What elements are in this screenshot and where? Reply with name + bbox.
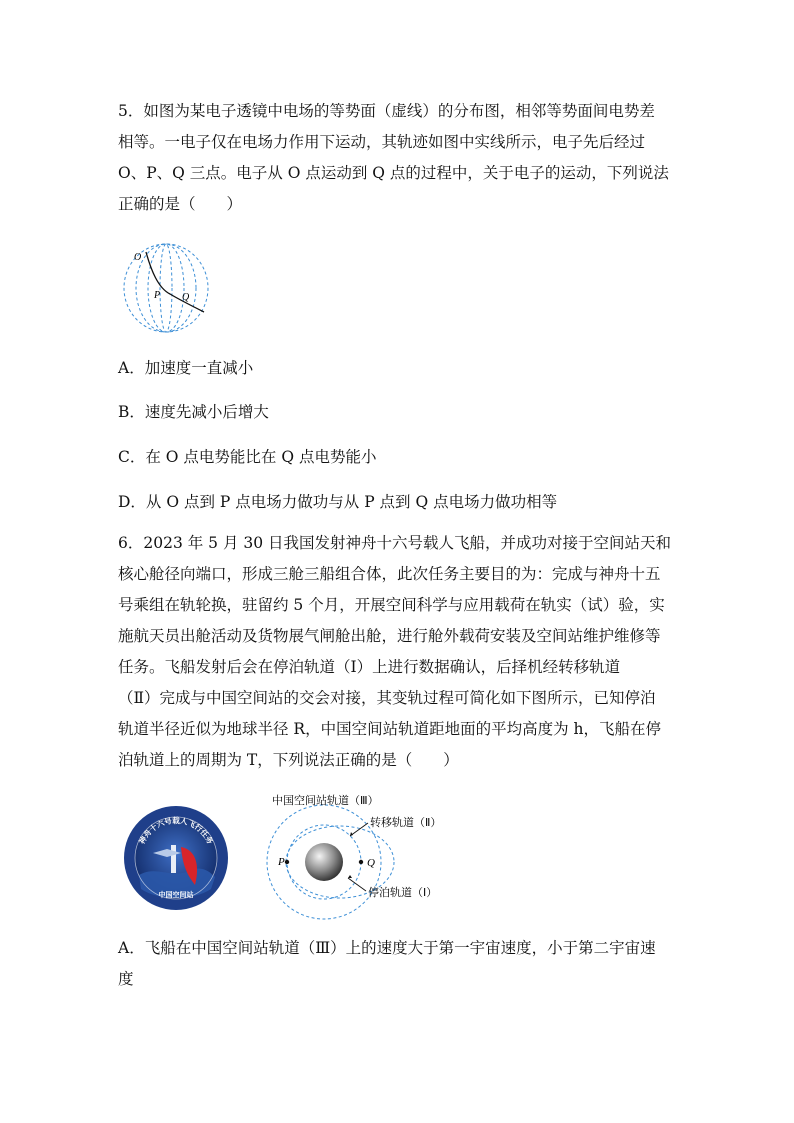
equipotential-line [136,244,196,332]
q6-line: 轨道半径近似为地球半径 R，中国空间站轨道距地面的平均高度为 h，飞船在停 [118,720,662,738]
q5-option-a: A．加速度一直减小 [118,359,254,377]
point-q [359,860,363,864]
q6-line: 6．2023 年 5 月 30 日我国发射神舟十六号载人飞船，并成功对接于空间站天和 [118,534,672,552]
q6-line: 核心舱径向端口，形成三舱三船组合体，此次任务主要目的为：完成与神舟十五 [118,565,661,583]
point-q-label: Q [182,292,190,303]
q6-option-a-line: A．飞船在中国空间站轨道（Ⅲ）上的速度大于第一宇宙速度，小于第二宇宙速 [118,939,656,957]
question-5-stem [118,96,678,220]
earth [305,843,343,881]
point-p [285,860,289,864]
point-o-label: O [134,252,142,263]
q6-line: 泊轨道上的周期为 T，下列说法正确的是（ ） [118,751,459,769]
q6-line: 号乘组在轨轮换，驻留约 5 个月，开展空间科学与应用载荷在轨实（试）验，实 [118,596,665,614]
question-6-stem [118,528,678,776]
orbit-diagram [262,792,462,922]
orbit-p-label: P [278,856,285,868]
equipotential-line [148,244,184,332]
q5-line: 正确的是（ ） [118,195,243,213]
badge-top-text: 神舟十六号载人飞行任务 [137,816,215,846]
q5-line: 5．如图为某电子透镜中电场的等势面（虚线）的分布图，相邻等势面间电势差 [118,102,655,120]
orbit-q-label: Q [367,857,375,869]
q5-option-b: B．速度先减小后增大 [118,403,269,421]
equipotential-figure [118,240,214,336]
q6-line: 任务。飞船发射后会在停泊轨道（Ⅰ）上进行数据确认，后择机经转移轨道 [118,658,621,676]
q6-option-a [118,933,678,995]
mission-badge-logo [123,805,229,911]
parking-orbit-label: 停泊轨道（Ⅰ） [368,886,438,899]
q5-option-c: C．在 O 点电势能比在 Q 点电势能小 [118,448,377,466]
q5-line: O、P、Q 三点。电子从 O 点运动到 Q 点的过程中，关于电子的运动，下列说法 [118,164,669,182]
station-orbit-label: 中国空间站轨道（Ⅲ） [272,794,379,807]
transfer-pointer [350,823,368,836]
q6-option-a-line: 度 [118,970,134,988]
transfer-orbit-label: 转移轨道（Ⅱ） [370,816,442,829]
q6-line: 施航天员出舱活动及货物展气闸舱出舱，进行舱外载荷安装及空间站维护维修等 [118,627,661,645]
rocket-body [171,845,176,873]
badge-bottom-text: 中国空间站 [158,891,194,899]
q5-option-d: D．从 O 点到 P 点电场力做功与从 P 点到 Q 点电场力做功相等 [118,493,558,511]
parking-pointer [348,878,366,891]
point-p-label: P [154,290,161,301]
q5-line: 相等。一电子仅在电场力作用下运动，其轨迹如图中实线所示，电子先后经过 [118,133,646,151]
q6-line: （Ⅱ）完成与中国空间站的交会对接，其变轨过程可简化如下图所示，已知停泊 [118,689,656,707]
